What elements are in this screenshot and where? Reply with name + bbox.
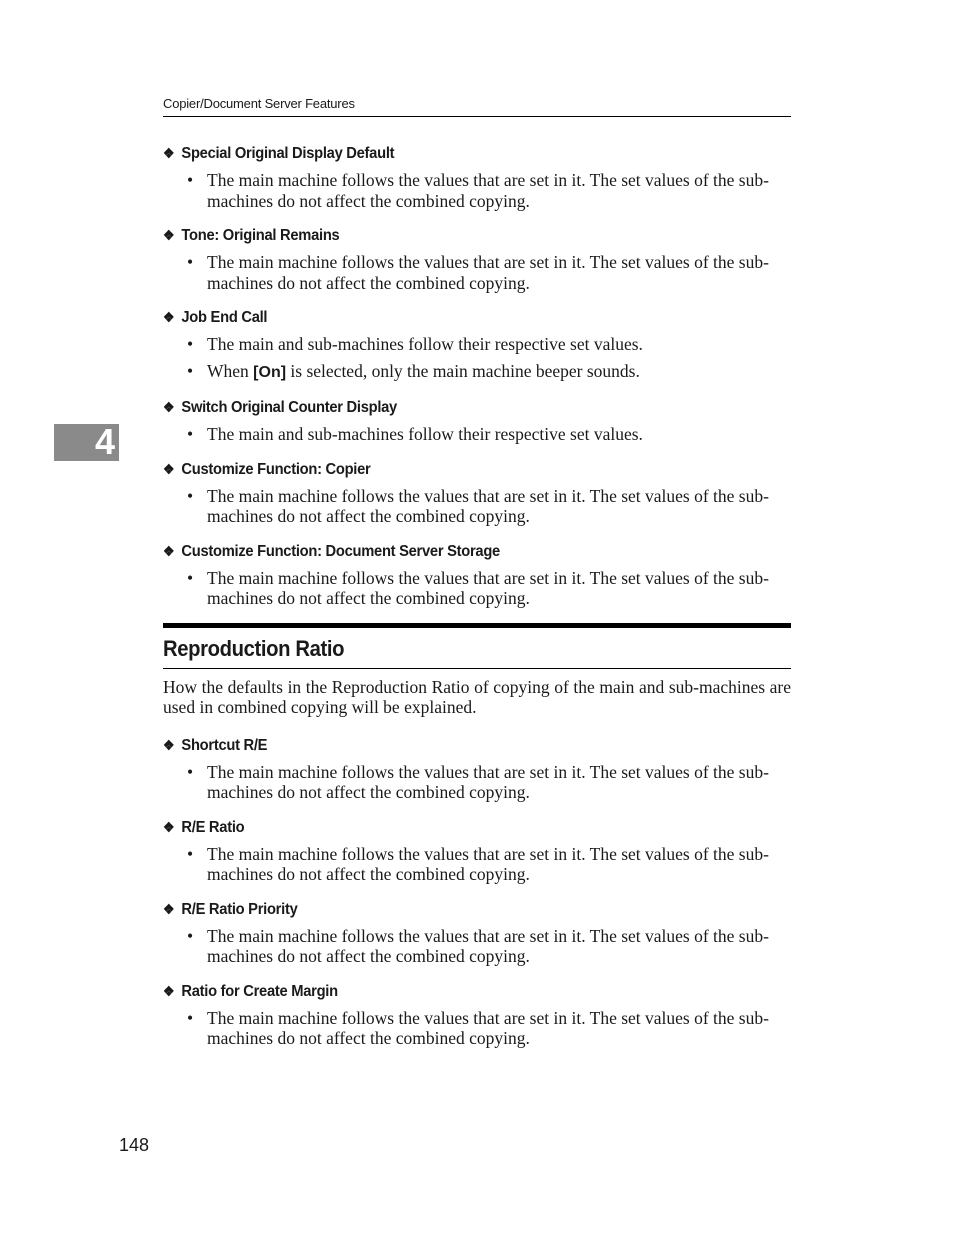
bullet-list [163, 424, 791, 445]
subsection-title: Job End Call [181, 309, 268, 326]
bullet-list [163, 568, 791, 609]
bullet-item: • The main machine follows the values that are set in it. The set values of the sub-machines do not affect the combined copying. [163, 844, 791, 885]
bullet-item: • The main machine follows the values that are set in it. The set values of the sub-machines do not affect the combined copying. [163, 252, 791, 293]
diamond-bullet-icon: ❖ [163, 309, 175, 325]
bullet-list [163, 844, 791, 885]
subsection [163, 224, 791, 293]
subsection [163, 458, 791, 527]
diamond-bullet-icon: ❖ [163, 145, 175, 161]
bullet-list [163, 170, 791, 211]
key-label: [On] [253, 363, 287, 381]
running-header [163, 96, 791, 117]
subsection [163, 396, 791, 445]
bullet-list [163, 486, 791, 527]
subsection-heading [163, 396, 741, 419]
subsection-heading [163, 734, 741, 757]
bullet-item: • The main machine follows the values that are set in it. The set values of the sub-machines do not affect the combined copying. [163, 170, 791, 211]
subsection-title: Special Original Display Default [181, 145, 395, 162]
subsection [163, 980, 791, 1049]
diamond-bullet-icon: ❖ [163, 399, 175, 415]
bullet-item: • The main machine follows the values that are set in it. The set values of the sub-machines do not affect the combined copying. [163, 486, 791, 527]
chapter-number: 4 [94, 421, 115, 462]
bullet-item: • The main machine follows the values that are set in it. The set values of the sub-machines do not affect the combined copying. [163, 568, 791, 609]
subsection [163, 816, 791, 885]
bullet-list [163, 252, 791, 293]
subsection-title: Switch Original Counter Display [181, 399, 397, 416]
bullet-item: • The main and sub-machines follow their respective set values. [163, 334, 791, 355]
subsection [163, 898, 791, 967]
diamond-bullet-icon: ❖ [163, 460, 175, 477]
page-number: 148 [119, 1135, 150, 1155]
bullet-text: When [207, 360, 254, 381]
subsection-heading [163, 540, 741, 563]
subsection [163, 142, 791, 211]
bullet-text: is selected, only the main machine beeper sounds. [286, 360, 640, 381]
subsection-title: R/E Ratio Priority [181, 900, 298, 918]
diamond-bullet-icon: ❖ [163, 900, 175, 917]
subsection [163, 540, 791, 609]
bullet-list [163, 334, 791, 383]
bullet-item: • The main machine follows the values that are set in it. The set values of the sub-machines do not affect the combined copying. [163, 762, 791, 803]
subsection-title: Customize Function: Document Server Storage [181, 542, 500, 560]
subsection [163, 306, 791, 383]
subsection-title: Ratio for Create Margin [181, 982, 338, 1000]
running-title: Copier/Document Server Features [163, 96, 355, 111]
diamond-bullet-icon: ❖ [163, 736, 175, 753]
diamond-bullet-icon: ❖ [163, 227, 175, 243]
subsection-title: Tone: Original Remains [181, 227, 340, 244]
subsection-heading [163, 898, 741, 921]
subsection-heading [163, 458, 741, 481]
subsection-heading [163, 980, 741, 1003]
bullet-list [163, 762, 791, 803]
bullet-item: • The main machine follows the values that are set in it. The set values of the sub-machines do not affect the combined copying. [163, 1008, 791, 1049]
subsection-title: Shortcut R/E [181, 736, 268, 754]
bullet-item: • The main machine follows the values that are set in it. The set values of the sub-machines do not affect the combined copying. [163, 926, 791, 967]
section-title: Reproduction Ratio [163, 635, 345, 661]
diamond-bullet-icon: ❖ [163, 982, 175, 999]
section-heading [163, 623, 791, 669]
bullet-item [163, 361, 791, 384]
bullet-list [163, 1008, 791, 1049]
subsection-heading [163, 142, 741, 165]
section-intro: How the defaults in the Reproduction Ratio of copying of the main and sub-machines are used in combined copying will be explained. [163, 676, 791, 717]
subsection-title: Customize Function: Copier [181, 460, 371, 478]
page-content [163, 142, 791, 1062]
diamond-bullet-icon: ❖ [163, 818, 175, 835]
subsection-title: R/E Ratio [181, 818, 245, 836]
subsection [163, 734, 791, 803]
bullet-item: • The main and sub-machines follow their respective set values. [163, 424, 791, 445]
chapter-tab [54, 421, 119, 462]
bullet-list [163, 926, 791, 967]
subsection-heading [163, 816, 741, 839]
subsection-heading [163, 306, 741, 329]
subsection-heading [163, 224, 741, 247]
diamond-bullet-icon: ❖ [163, 542, 175, 559]
